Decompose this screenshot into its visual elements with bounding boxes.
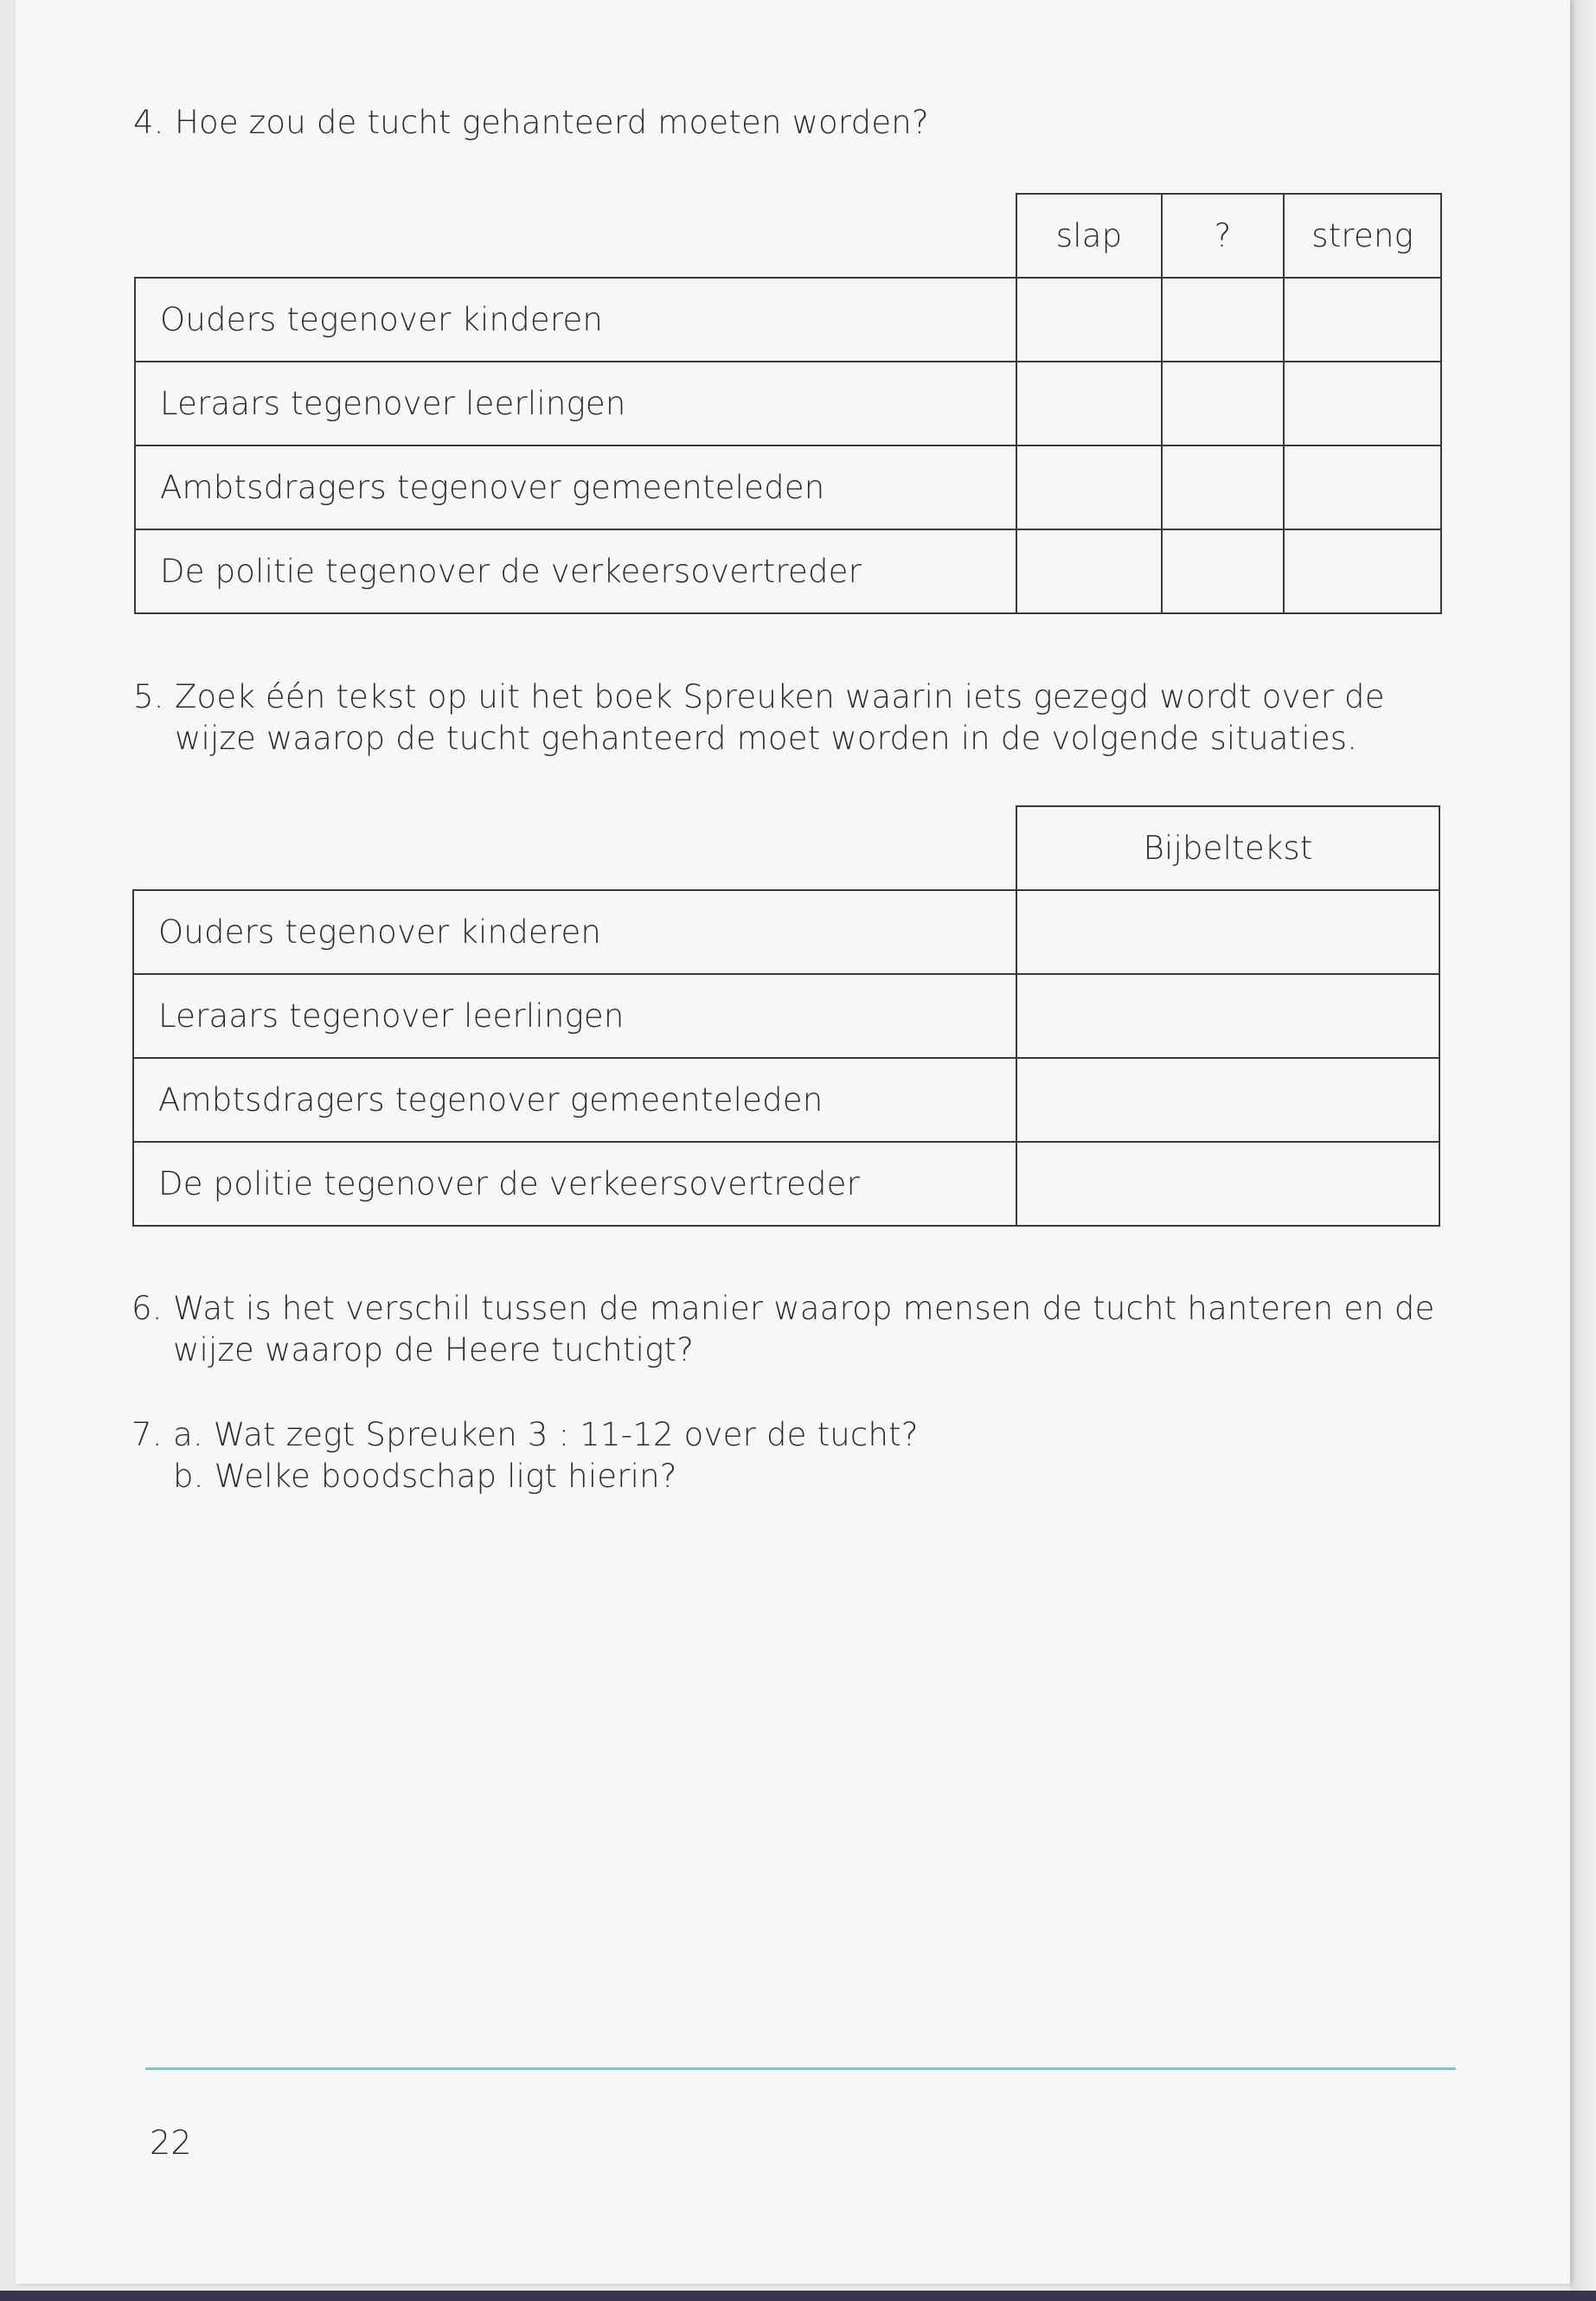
table-row <box>135 362 1441 445</box>
table-q4-corner <box>135 194 1016 278</box>
question-4-number: 4. <box>133 104 164 141</box>
page-edge-shadow <box>1570 0 1596 2301</box>
table-row <box>133 1058 1439 1142</box>
row-label: De politie tegenover de verkeersovertreder <box>133 1142 1016 1226</box>
answer-cell[interactable] <box>1016 529 1162 613</box>
column-header-unsure: ? <box>1162 194 1284 278</box>
row-label: Ouders tegenover kinderen <box>133 890 1016 974</box>
answer-cell[interactable] <box>1284 445 1441 529</box>
table-row <box>133 1142 1439 1226</box>
table-q4-header-row <box>135 194 1441 278</box>
answer-cell[interactable] <box>1162 529 1284 613</box>
question-5-number: 5. <box>133 678 164 715</box>
table-row <box>133 890 1439 974</box>
row-label: Leraars tegenover leerlingen <box>133 974 1016 1058</box>
column-header-streng: streng <box>1284 194 1441 278</box>
question-6-number: 6. <box>131 1290 163 1327</box>
table-row <box>135 278 1441 362</box>
answer-cell[interactable] <box>1162 445 1284 529</box>
table-row <box>135 445 1441 529</box>
bottom-edge <box>0 2291 1596 2301</box>
answer-cell[interactable] <box>1016 1142 1439 1226</box>
row-label: Ambtsdragers tegenover gemeenteleden <box>133 1058 1016 1142</box>
answer-cell[interactable] <box>1162 362 1284 445</box>
question-7-number: 7. <box>131 1416 163 1453</box>
question-5-line-2: wijze waarop de tucht gehanteerd moet worden in de volgende situaties. <box>175 720 1358 757</box>
row-label: Ouders tegenover kinderen <box>135 278 1016 362</box>
column-header-slap: slap <box>1016 194 1162 278</box>
answer-cell[interactable] <box>1284 362 1441 445</box>
question-6-line-1: Wat is het verschil tussen de manier waarop mensen de tucht hanteren en de <box>173 1290 1435 1327</box>
footer-rule <box>145 2067 1456 2070</box>
row-label: De politie tegenover de verkeersovertreder <box>135 529 1016 613</box>
column-header-bijbeltekst: Bijbeltekst <box>1016 806 1439 890</box>
page-number: 22 <box>150 2124 192 2162</box>
answer-cell[interactable] <box>1284 529 1441 613</box>
table-row <box>135 529 1441 613</box>
question-7-part-b: b. Welke boodschap ligt hierin? <box>173 1458 677 1495</box>
row-label: Leraars tegenover leerlingen <box>135 362 1016 445</box>
table-q5 <box>132 805 1440 1227</box>
table-q5-header-row <box>133 806 1439 890</box>
table-q5-corner <box>133 806 1016 890</box>
answer-cell[interactable] <box>1284 278 1441 362</box>
answer-cell[interactable] <box>1162 278 1284 362</box>
answer-cell[interactable] <box>1016 362 1162 445</box>
document-page <box>16 0 1570 2284</box>
question-5-line-1: Zoek één tekst op uit het boek Spreuken waarin iets gezegd wordt over de <box>175 678 1385 715</box>
answer-cell[interactable] <box>1016 974 1439 1058</box>
row-label: Ambtsdragers tegenover gemeenteleden <box>135 445 1016 529</box>
question-7-part-a: a. Wat zegt Spreuken 3 : 11-12 over de tucht? <box>173 1416 919 1453</box>
answer-cell[interactable] <box>1016 890 1439 974</box>
table-row <box>133 974 1439 1058</box>
question-4-text: Hoe zou de tucht gehanteerd moeten worden? <box>175 104 929 141</box>
answer-cell[interactable] <box>1016 278 1162 362</box>
table-q4 <box>134 193 1442 614</box>
answer-cell[interactable] <box>1016 445 1162 529</box>
question-6-line-2: wijze waarop de Heere tuchtigt? <box>173 1331 695 1368</box>
answer-cell[interactable] <box>1016 1058 1439 1142</box>
